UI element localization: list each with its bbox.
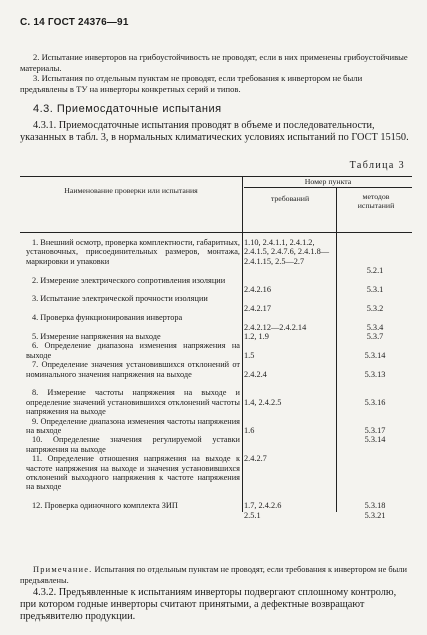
table-cell-method: 5.3.17 [364, 425, 386, 435]
table-vline-1 [242, 176, 243, 512]
table-cell-req: 2.4.2.17 [244, 303, 271, 313]
table-cell-req: 1.2, 1.9 [244, 331, 269, 341]
page-header: С. 14 ГОСТ 24376—91 [20, 17, 129, 28]
table-row-name: 3. Испытание электрической прочности изоляции [32, 294, 208, 304]
column-methods [338, 238, 412, 520]
table-row-name: 8. Измерение частоты напряжения на выходе и определение значений установившихся отклонений частоты напряжения на выходе [26, 388, 240, 417]
note-text: Испытания по отдельным пунктам не проводят, если требования к инвертором не были предъявлены. [20, 565, 407, 585]
table-row-name: 11. Определение отношения напряжения на выходе к частоте напряжения на выходе и значения установившихся отклонений выходного напряжения к частоте напряжения на выходе [26, 454, 240, 492]
column-requirements [244, 238, 336, 520]
table-row-name: 1. Внешний осмотр, проверка комплектности, габаритных, установочных, присоединительных размеров, монтажа, маркировки и упаковки [26, 238, 240, 266]
table-cell-method: 5.3.13 [364, 369, 386, 379]
table-row-name: 12. Проверка одиночного комплекта ЗИП [32, 501, 178, 511]
table-cell-req: 1.10, 2.4.1.1, 2.4.1.2, 2.4.1.5, 2.4.7.6, 2.4.1.8—2.4.1.15, 2.5—2.7 [244, 238, 330, 266]
table-row-name: 2. Измерение электрического сопротивления изоляции [32, 275, 226, 285]
table-cell-req: 2.4.2.4 [244, 369, 267, 379]
header-check-name: Наименование проверки или испытания [64, 186, 198, 195]
table-cell-method: 5.2.1 [366, 266, 384, 276]
table-cell-req: 1.4, 2.4.2.5 [244, 397, 282, 407]
table-vline-2 [336, 187, 337, 512]
table-cell-req: 2.4.2.12—2.4.2.14 [244, 322, 307, 332]
table-cell-req [244, 435, 336, 454]
table-cell-req: 1.6 [244, 425, 255, 435]
table-row-name: 10. Определение значения регулируемой уставки напряжения на выходе [26, 435, 240, 454]
table-cell-method: 5.3.2 [366, 303, 384, 313]
table-cell-req: 2.4.2.16 [244, 284, 271, 294]
table-row-name: 4. Проверка функционирования инвертора [32, 313, 183, 323]
table-header-rule [20, 232, 412, 233]
table-cell-method [338, 454, 412, 501]
table-row-name: 6. Определение диапазона изменения напряжения на выходе [26, 341, 240, 360]
table-cell-method: 5.3.4 [366, 322, 384, 332]
paragraph-4-3-2: 4.3.2. Предъявленные к испытаниям инверторы подвергают сплошному контролю, при котором годные инверторы считают принятыми, а дефектные возвращают предъявителю продукции. [20, 587, 397, 622]
paragraph-2: 2. Испытание инверторов на грибоустойчивость не проводят, если в них применены грибоустойчивые материалы. [20, 52, 408, 73]
table-row-name: 9. Определение диапазона изменения частоты напряжения на выходе [26, 416, 240, 435]
paragraph-4-3-1: 4.3.1. Приемосдаточные испытания проводят в объеме и последовательности, указанных в табл. 3, в нормальных климатических условиях испытаний по ГОСТ 15150. [20, 120, 409, 143]
header-requirements: требований [270, 194, 310, 203]
table-cell-method: 5.3.16 [364, 397, 386, 407]
table-cell-req: 1.5 [244, 350, 255, 360]
table-row-name: 7. Определение значения установившихся отклонений от номинального значения напряжения на выходе [26, 360, 240, 379]
table-note [20, 565, 412, 586]
paragraph-3: 3. Испытания по отдельным пунктам не проводят, если требования к инвертором не были предъявлены в ТУ на инверторы конкретных серий и типов. [20, 73, 363, 94]
table-cell-method: 5.3.14 [364, 435, 386, 445]
table-cell-method: 5.3.14 [364, 350, 386, 360]
table-cell-req: 1.7, 2.4.2.6 2.5.1 [244, 501, 282, 520]
table-cell-method: 5.3.18 5.3.21 [364, 501, 386, 520]
note-label: Примечание. [33, 565, 93, 574]
table-row-name: 5. Измерение напряжения на выходе [32, 331, 161, 341]
header-group: Номер пункта [304, 177, 352, 186]
table-cell-method: 5.3.1 [366, 284, 384, 294]
table-cell-method: 5.3.7 [366, 331, 384, 341]
table-group-rule [244, 187, 412, 188]
table-cell-req: 2.4.2.7 [244, 454, 267, 464]
section-title: 4.3. Приемосдаточные испытания [33, 103, 222, 115]
column-names [20, 238, 240, 511]
header-methods: методов испытаний [357, 192, 395, 210]
table-caption: Таблица 3 [349, 160, 405, 171]
